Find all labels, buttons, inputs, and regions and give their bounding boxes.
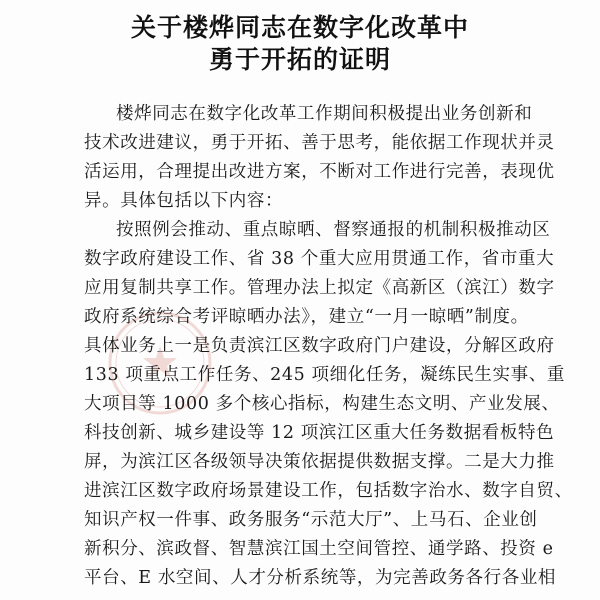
body-line: 活运用，合理提出改进方案，不断对工作进行完善，表现优 <box>84 162 555 182</box>
body-line: 按照例会推动、重点晾晒、督察通报的机制积极推动区 <box>116 220 551 240</box>
body-line: 楼烨同志在数字化改革工作期间积极提出业务创新和 <box>116 104 533 124</box>
body-line: 科技创新、城乡建设等 12 项滨江区重大任务数据看板特色 <box>84 423 555 443</box>
document-title-line-2: 勇于开拓的证明 <box>208 45 391 74</box>
body-line: 知识产权一件事、政务服务“示范大厅”、上马石、企业创 <box>84 510 538 530</box>
body-line: 技术改进建议，勇于开拓、善于思考，能依据工作现状并灵 <box>84 133 555 153</box>
body-line: 平台、E 水空间、人才分析系统等，为完善政务各行各业相 <box>84 568 557 588</box>
document-title-line-1: 关于楼烨同志在数字化改革中 <box>130 13 469 42</box>
body-line: 大项目等 1000 多个核心指标，构建生态文明、产业发展、 <box>84 394 560 414</box>
body-line: 异。具体包括以下内容： <box>84 191 284 211</box>
body-line: 133 项重点工作任务、245 项细化任务，凝练民生实事、重 <box>84 365 565 385</box>
body-line: 进滨江区数字政府场景建设工作，包括数字治水、数字自贸、 <box>84 481 573 501</box>
body-line: 屏，为滨江区各级领导决策依据提供数据支撑。二是大力推 <box>84 452 555 472</box>
body-line: 新积分、滨政督、智慧滨江国土空间管控、通学路、投资 e <box>84 539 554 559</box>
body-line: 政府系统综合考评晾晒办法》，建立“一月一晾晒”制度。 <box>84 307 529 327</box>
body-line: 具体业务上一是负责滨江区数字政府门户建设，分解区政府 <box>84 336 555 356</box>
body-line: 数字政府建设工作、省 38 个重大应用贯通工作，省市重大 <box>84 249 555 269</box>
body-line: 应用复制共享工作。管理办法上拟定《高新区（滨江）数字 <box>84 278 555 298</box>
